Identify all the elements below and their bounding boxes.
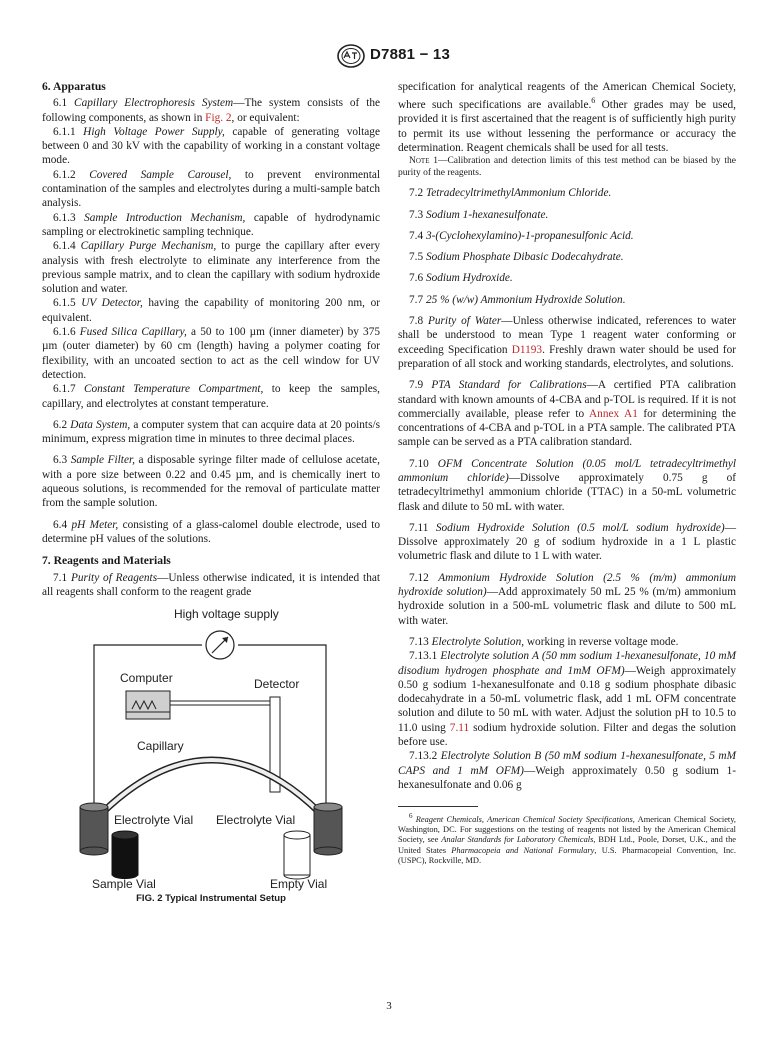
para-6-1-2: 6.1.2 Covered Sample Carousel, to prevent environmental contamination of the samples and electrolytes during a multi-sample batch analysis. [42,168,380,210]
document-designation: D7881 − 13 [370,46,450,63]
para-7-4: 7.4 3-(Cyclohexylamino)-1-propanesulfonic Acid. [409,229,634,242]
para-7-3: 7.3 Sodium 1-hexanesulfonate. [409,208,549,221]
section-7-heading: 7. Reagents and Materials [42,554,171,568]
hv-supply-label: High voltage supply [174,607,279,622]
figure-2 [42,609,380,909]
empty-vial-label: Empty Vial [270,877,328,892]
para-6-3: 6.3 Sample Filter, a disposable syringe filter made of cellulose acetate, with a pore size between 0.22 and 0.45 µm, and is chemically inert to aqueous solutions, is recommended for the removal of particulate matter from the sample solution. [42,454,380,510]
para-7-8: 7.8 Purity of Water—Unless otherwise indicated, references to water shall be understood to mean Type 1 reagent water conforming or exceeding Specification D1193. Freshly drawn water should be used for preparation of all stock and working standards, electrolytes, and solutions. [398,315,736,370]
para-7-9: 7.9 PTA Standard for Calibrations—A certified PTA calibration standard with known amounts of 4-CBA and p-TOL is required. If it is not commercially available, please refer to Annex A1 for determining the concentrations of 4-CBA and p-TOL in a PTA sample. The calibrated PTA sample can be served as a PTA calibration standard. [398,379,736,449]
para-6-1-6: 6.1.6 Fused Silica Capillary, a 50 to 100 µm (inner diameter) by 375 µm (outer diameter) by 60 cm (length) having a polymer coating for flexibility, with an uncoated section to act as the cell window for UV detection. [42,326,381,381]
electrolyte-vial-left-label: Electrolyte Vial [114,813,194,828]
para-6-2: 6.2 Data System, a computer system that can acquire data at 20 points/s minimum, express migration time in minutes to three decimal places. [42,418,380,446]
page-header [0,44,778,74]
para-7-13-1: 7.13.1 Electrolyte solution A (50 mm sodium 1-hexanesulfonate, 10 mM disodium hydrogen phosphate and 1mM OFM)—Weigh approximately 0.50 g sodium 1-hexanesulfonate and 0.18 g sodium phosphate dibasic dodecahydrate in a 50-mL volumetric flask, add 1 mL OFM concentrate solution and dilute to 50 mL with water. Adjust the solution pH to 10.5 to 11.0 using 7.11 sodium hydroxide solution. Filter and degas the solution before use. [398,650,736,749]
figure-caption: FIG. 2 Typical Instrumental Setup [136,893,286,905]
right-column [398,80,736,866]
page-number: 3 [386,1000,392,1012]
d1193-link[interactable]: D1193 [511,343,543,356]
para-7-7: 7.7 25 % (w/w) Ammonium Hydroxide Solution. [409,293,626,306]
para-7-1-continued: specification for analytical reagents of the American Chemical Society, where such specifications are available.$^6$ Other grades may be used, provided it is first ascertained that the reagent is of sufficiently high purity to permit its use without lessening the performance or accuracy the determination. Reagent chemicals shall be used for all tests. [398,81,736,154]
computer-label: Computer [120,671,173,686]
para-6-4: 6.4 pH Meter, consisting of a glass-calomel double electrode, used to determine pH values of the solutions. [42,518,380,545]
para-6-1-1: 6.1.1 High Voltage Power Supply, capable of generating voltage between 0 and 30 kV with the capability of working in a constant voltage mode. [42,125,380,167]
para-6-1-3: 6.1.3 Sample Introduction Mechanism, capable of hydrodynamic sampling or electrokinetic sampling technique. [42,211,381,238]
para-6-1-5: 6.1.5 UV Detector, having the capability of monitoring 200 nm, or equivalent. [42,297,380,324]
astm-logo-icon [337,44,365,68]
para-7-2: 7.2 TetradecyltrimethylAmmonium Chloride. [409,187,612,200]
detector-label: Detector [254,677,300,692]
para-6-1-4: 6.1.4 Capillary Purge Mechanism, to purge the capillary after every analysis with fresh electrolyte to eliminate any interference from the previous sample matrix, and to clean the capillary with sodium hydroxide solution and water. [42,240,380,296]
para-7-11: 7.11 Sodium Hydroxide Solution (0.5 mol/L sodium hydroxide)—Dissolve approximately 20 g of sodium hydroxide in a 1 L plastic volumetric flask and dilute to 1 L with water. [398,521,736,563]
para-7-13: 7.13 Electrolyte Solution, working in reverse voltage mode. [409,635,679,648]
capillary-label: Capillary [137,739,184,754]
annex-a1-link[interactable]: Annex A1 [589,407,638,420]
ref-7-11-link[interactable]: 7.11 [449,721,470,734]
para-7-6: 7.6 Sodium Hydroxide. [409,272,513,285]
para-6-1-7: 6.1.7 Constant Temperature Compartment, to keep the samples, capillary, and electrolytes at constant temperature. [42,383,380,410]
note-1: Note 1—Calibration and detection limits of this test method can be biased by the purity of the reagents. [398,156,736,179]
fig-2-link[interactable]: Fig. 2 [205,111,232,124]
para-7-10: 7.10 OFM Concentrate Solution (0.05 mol/L tetradecyltrimethyl ammonium chloride)—Dissolve approximately 0.75 g of tetradecyltrimethyl ammonium chloride (TTAC) in a 50-mL volumetric flask and dilute to 50 mL with water. [398,457,736,513]
footnote-rule [398,806,478,807]
para-7-12: 7.12 Ammonium Hydroxide Solution (2.5 % (m/m) ammonium hydroxide solution)—Add approximately 50 mL 25 % (m/m) ammonium hydroxide solution in a 500-mL volumetric flask and dilute to 500 mL with water. [398,571,736,627]
para-7-1: 7.1 Purity of Reagents—Unless otherwise indicated, it is intended that all reagents shall conform to the reagent grade [42,571,380,598]
left-column [42,80,380,909]
para-6-1: 6.1 Capillary Electrophoresis System—The system consists of the following components, as shown in Fig. 2, or equivalent: [42,97,381,124]
footnote-6: $^6$ Reagent Chemicals, American Chemical Society Specifications, American Chemical Society, Washington, DC. For suggestions on the testing of reagents not listed by the American Chemical Society, see Analar Standards for Laboratory Chemicals, BDH Ltd., Poole, Dorset, U.K., and the United States Pharmacopeia and National Formulary, U.S. Pharmacopeial Convention, Inc. (USPC), Rockville, MD. [398,812,736,865]
sample-vial-label: Sample Vial [92,877,156,892]
section-6-heading: 6. Apparatus [42,80,106,93]
para-7-13-2: 7.13.2 Electrolyte Solution B (50 mM sodium 1-hexanesulfonate, 5 mM CAPS and 1 mM OFM)—Weigh approximately 0.50 g sodium 1-hexanesulfonate and 0.06 g [398,750,736,791]
instrument-diagram [42,609,380,892]
para-7-5: 7.5 Sodium Phosphate Dibasic Dodecahydrate. [409,251,624,264]
electrolyte-vial-right-label: Electrolyte Vial [216,813,296,828]
